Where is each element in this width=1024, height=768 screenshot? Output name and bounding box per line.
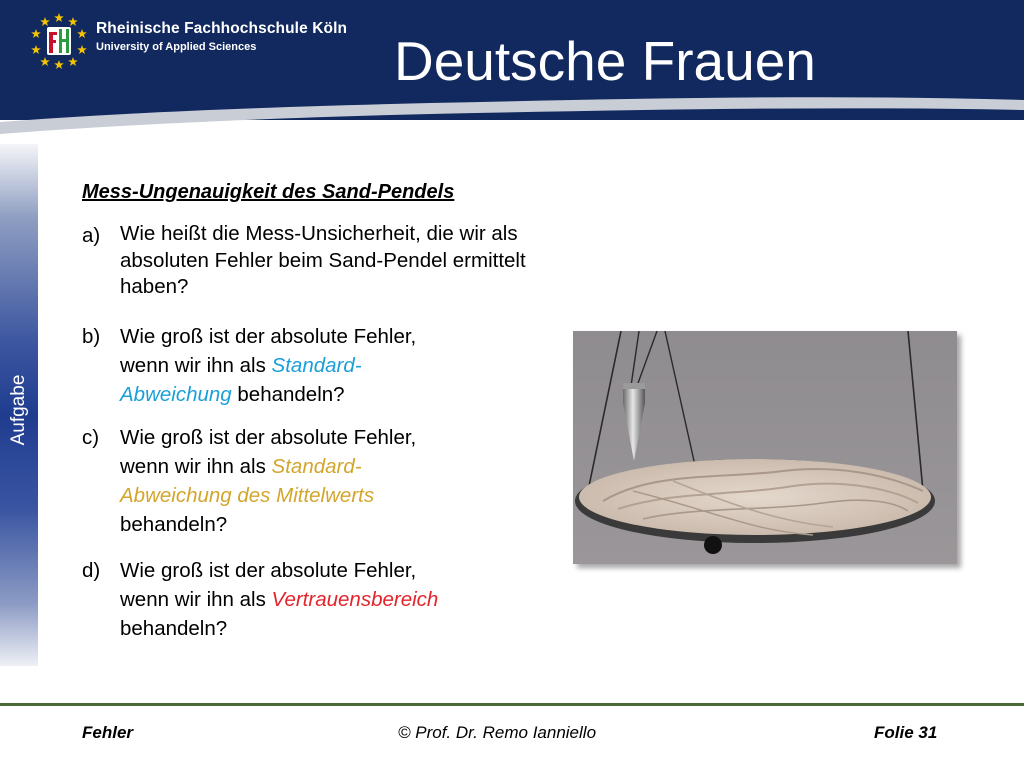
question-text xyxy=(120,221,526,301)
question-line: haben? xyxy=(120,275,189,298)
highlight-standard-deviation-cont: Abweichung xyxy=(120,383,232,406)
question-line: wenn wir ihn als xyxy=(120,588,272,611)
question-line: Wie groß ist der absolute Fehler, xyxy=(120,426,417,449)
question-line: Wie groß ist der absolute Fehler, xyxy=(120,325,417,348)
question-label: a) xyxy=(82,224,101,247)
footer-divider xyxy=(0,703,1024,706)
side-label-container xyxy=(0,360,38,460)
slide-title: Deutsche Frauen xyxy=(394,30,816,92)
sand-pendulum-photo xyxy=(573,331,957,564)
highlight-confidence-interval: Vertrauensbereich xyxy=(271,588,439,611)
university-subtitle: University of Applied Sciences xyxy=(96,41,257,53)
question-label: b) xyxy=(82,325,101,348)
university-name: Rheinische Fachhochschule Köln xyxy=(96,20,348,37)
footer-slide-number xyxy=(874,723,937,743)
question-line: wenn wir ihn als xyxy=(120,354,272,377)
question-text xyxy=(120,423,416,539)
question-line: absoluten Fehler beim Sand-Pendel ermittelt xyxy=(120,248,526,272)
footer-author: © Prof. Dr. Remo Ianniello xyxy=(398,723,597,742)
highlight-standard-deviation: Standard- xyxy=(271,354,362,377)
question-text xyxy=(120,556,438,643)
question-line: Wie groß ist der absolute Fehler, xyxy=(120,559,417,582)
section-heading: Mess-Ungenauigkeit des Sand-Pendels xyxy=(82,181,455,203)
highlight-standard-error-cont: Abweichung des Mittelwerts xyxy=(120,484,375,507)
question-label: c) xyxy=(82,426,100,449)
question-line: wenn wir ihn als xyxy=(120,455,272,478)
question-line: behandeln? xyxy=(231,383,345,406)
university-logo xyxy=(28,10,90,72)
side-label: Aufgabe xyxy=(8,374,29,446)
question-text xyxy=(120,322,416,409)
highlight-standard-error: Standard- xyxy=(271,455,362,478)
question-line: Wie heißt die Mess-Unsicherheit, die wir als xyxy=(120,222,518,245)
footer-topic: Fehler xyxy=(82,723,134,742)
slide-label: Folie xyxy=(874,723,914,742)
question-label: d) xyxy=(82,559,101,582)
question-line: behandeln? xyxy=(120,513,228,536)
header-swoosh xyxy=(0,96,1024,144)
question-line: behandeln? xyxy=(120,617,228,640)
slide-number: 31 xyxy=(918,723,938,742)
